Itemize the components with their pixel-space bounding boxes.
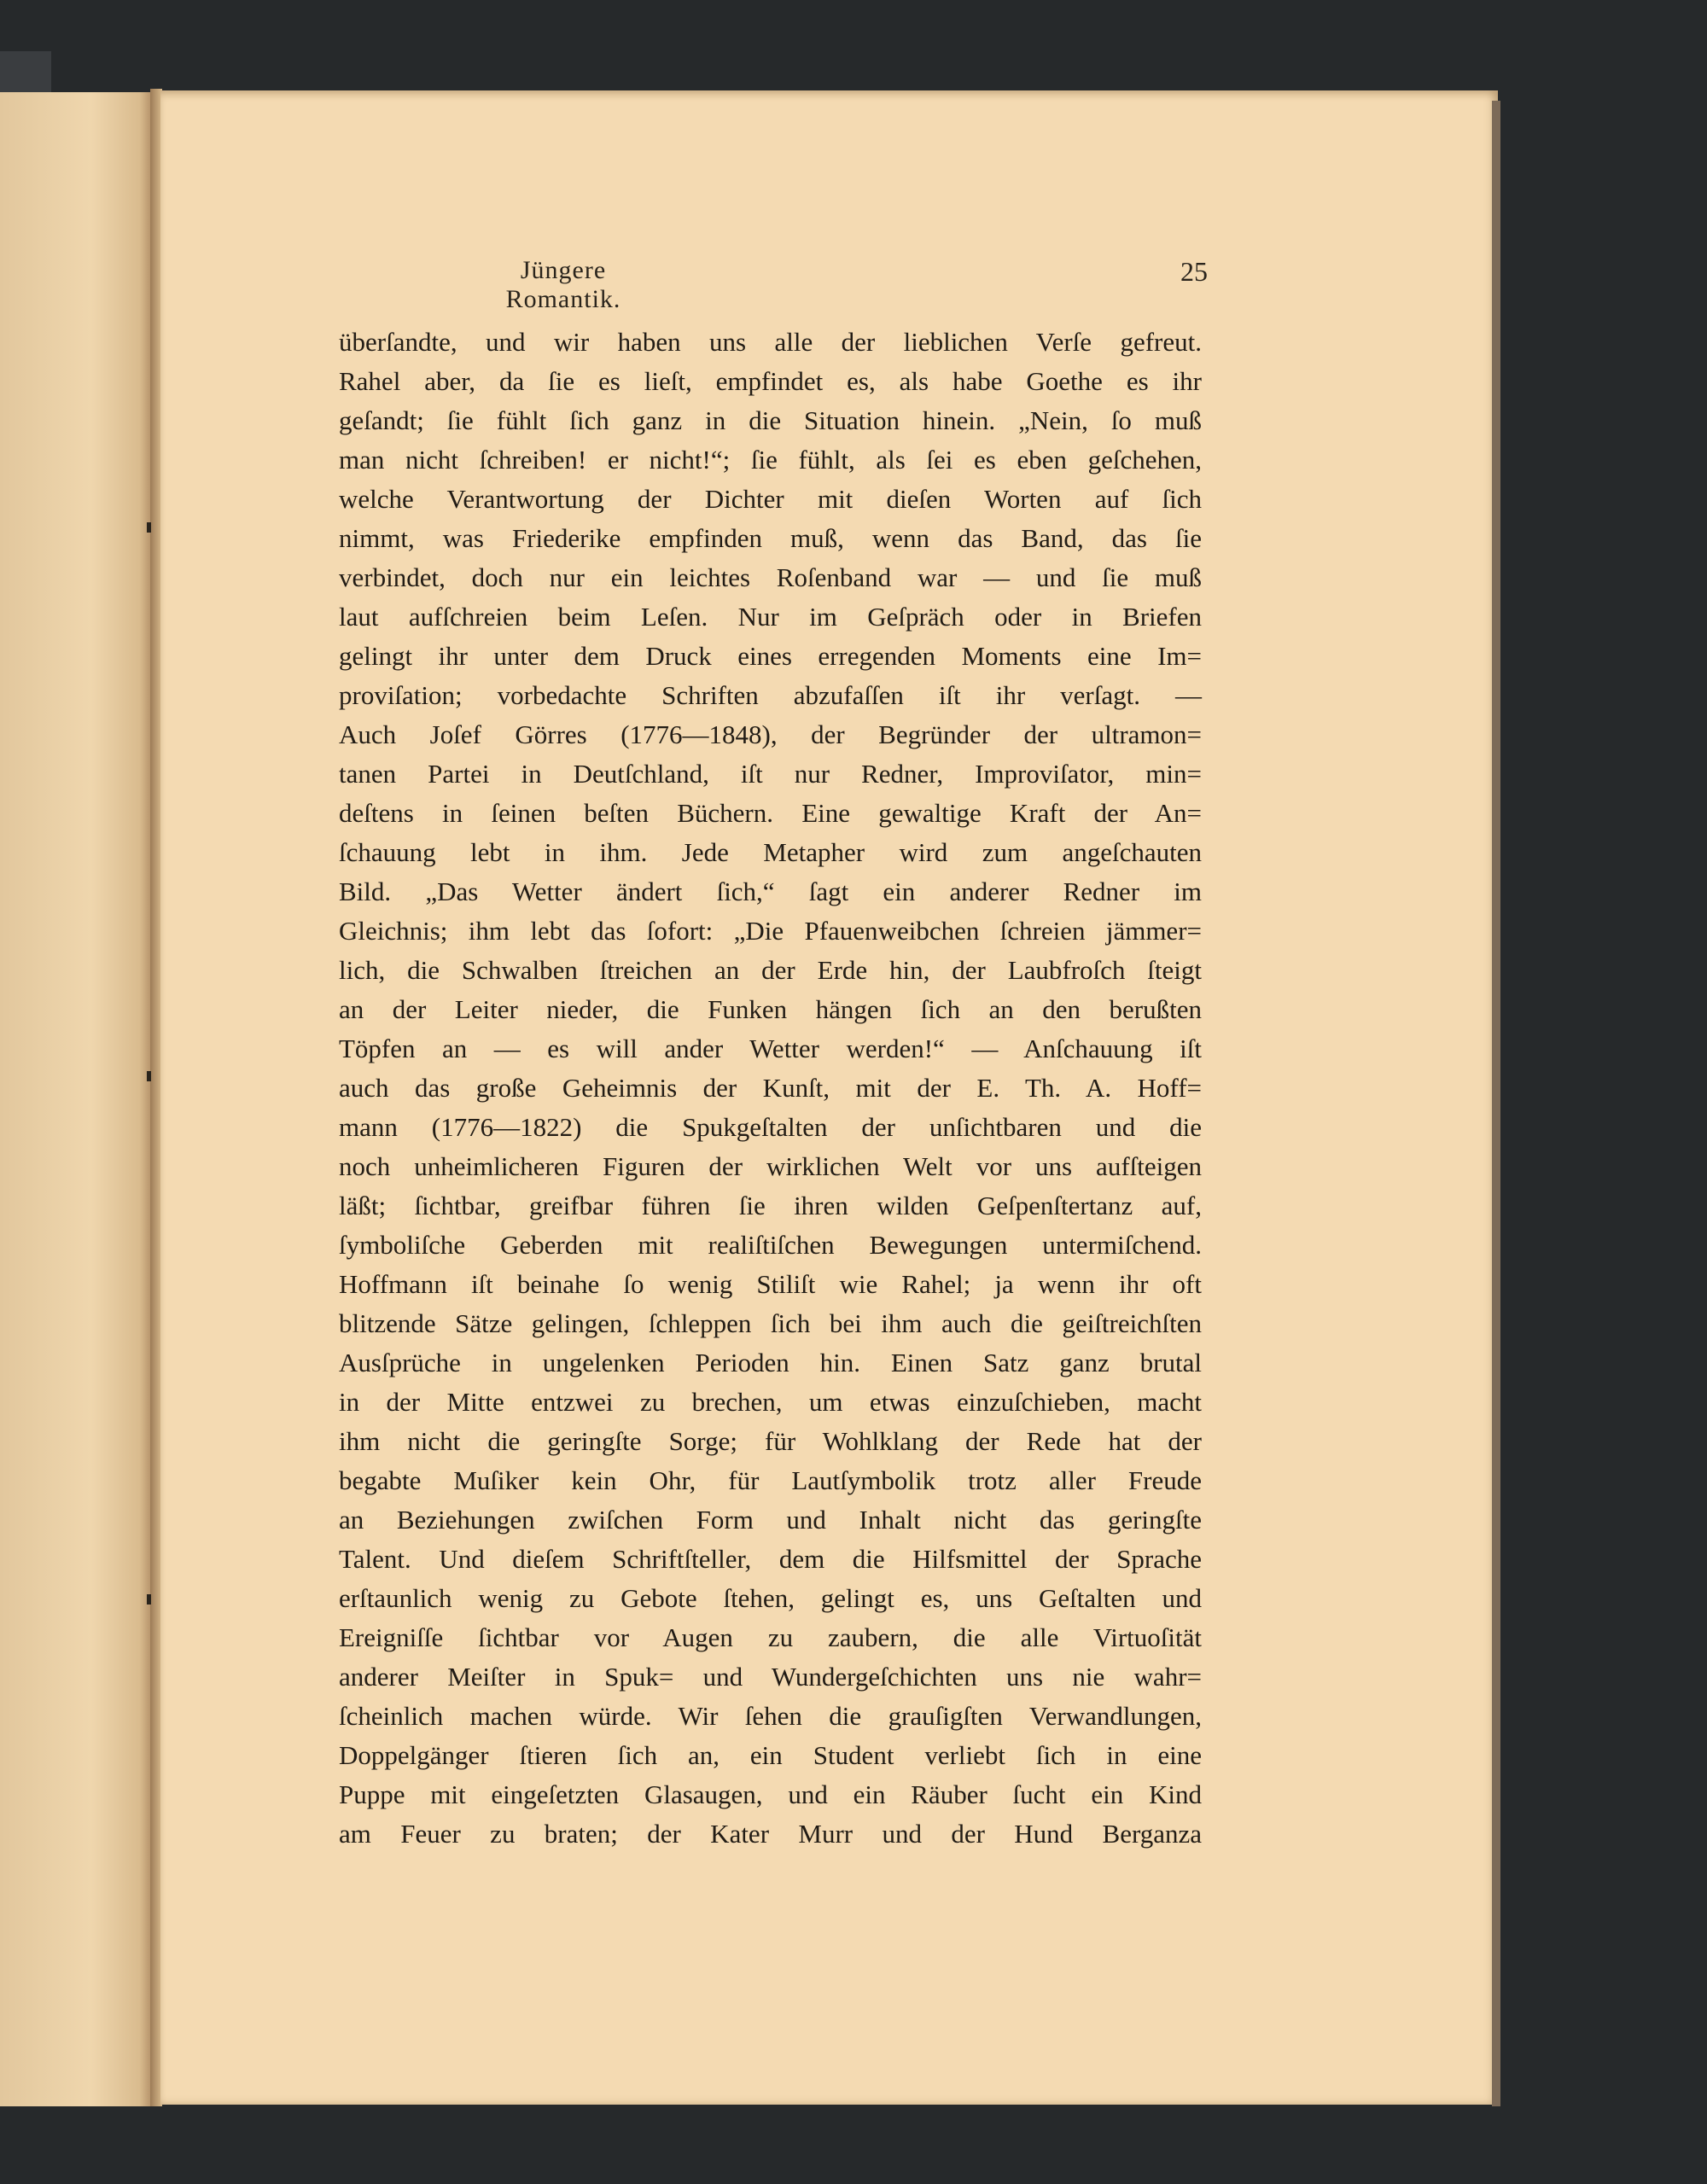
text-line: verbindet, doch nur ein leichtes Roſenband war — und ſie muß xyxy=(339,562,1202,592)
text-line: an der Leiter nieder, die Funken hängen ſich an den berußten xyxy=(339,994,1202,1024)
text-line: man nicht ſchreiben! er nicht!“; ſie fühlt, als ſei es eben geſchehen, xyxy=(339,445,1202,475)
text-line: Rahel aber, da ſie es lieſt, empfindet es, als habe Goethe es ihr xyxy=(339,366,1202,396)
text-line: nimmt, was Friederike empfinden muß, wenn das Band, das ſie xyxy=(339,523,1202,553)
margin-mark xyxy=(147,1594,151,1605)
text-line: überſandte, und wir haben uns alle der lieblichen Verſe gefreut. xyxy=(339,327,1202,357)
text-line: anderer Meiſter in Spuk= und Wundergeſchichten uns nie wahr= xyxy=(339,1662,1202,1692)
book-cover-corner xyxy=(0,51,51,94)
text-line: ſchauung lebt in ihm. Jede Metapher wird zum angeſchauten xyxy=(339,837,1202,867)
text-line: Gleichnis; ihm lebt das ſofort: „Die Pfauenweibchen ſchreien jämmer= xyxy=(339,916,1202,946)
text-line: geſandt; ſie fühlt ſich ganz in die Situation hinein. „Nein, ſo muß xyxy=(339,405,1202,435)
text-line: am Feuer zu braten; der Kater Murr und der Hund Berganza xyxy=(339,1819,1202,1849)
text-line: erſtaunlich wenig zu Gebote ſtehen, gelingt es, uns Geſtalten und xyxy=(339,1583,1202,1613)
text-line: proviſation; vorbedachte Schriften abzufaſſen iſt ihr verſagt. — xyxy=(339,680,1202,710)
text-line: Talent. Und dieſem Schriftſteller, dem die Hilfsmittel der Sprache xyxy=(339,1544,1202,1574)
text-line: läßt; ſichtbar, greifbar führen ſie ihren wilden Geſpenſtertanz auf, xyxy=(339,1191,1202,1220)
text-line: Bild. „Das Wetter ändert ſich,“ ſagt ein anderer Redner im xyxy=(339,877,1202,906)
text-line: welche Verantwortung der Dichter mit dieſen Worten auf ſich xyxy=(339,484,1202,514)
text-line: begabte Muſiker kein Ohr, für Lautſymbolik trotz aller Freude xyxy=(339,1465,1202,1495)
text-line: Hoffmann iſt beinahe ſo wenig Stiliſt wie Rahel; ja wenn ihr oft xyxy=(339,1269,1202,1299)
text-line: gelingt ihr unter dem Druck eines erregenden Moments eine Im= xyxy=(339,641,1202,671)
page-number: 25 xyxy=(1180,256,1208,287)
page-edge xyxy=(1492,101,1500,2106)
left-page xyxy=(0,92,152,2106)
text-line: auch das große Geheimnis der Kunſt, mit der E. Th. A. Hoff= xyxy=(339,1073,1202,1103)
margin-mark xyxy=(147,1071,151,1081)
text-line: deſtens in ſeinen beſten Büchern. Eine gewaltige Kraft der An= xyxy=(339,798,1202,828)
text-line: laut aufſchreien beim Leſen. Nur im Geſpräch oder in Briefen xyxy=(339,602,1202,632)
text-line: an Beziehungen zwiſchen Form und Inhalt nicht das geringſte xyxy=(339,1505,1202,1535)
text-line: ſcheinlich machen würde. Wir ſehen die grauſigſten Verwandlungen, xyxy=(339,1701,1202,1731)
text-line: noch unheimlicheren Figuren der wirklichen Welt vor uns aufſteigen xyxy=(339,1151,1202,1181)
text-line: Ausſprüche in ungelenken Perioden hin. Einen Satz ganz brutal xyxy=(339,1348,1202,1377)
text-line: ihm nicht die geringſte Sorge; für Wohlklang der Rede hat der xyxy=(339,1426,1202,1456)
text-line: mann (1776—1822) die Spukgeſtalten der unſichtbaren und die xyxy=(339,1112,1202,1142)
text-line: tanen Partei in Deutſchland, iſt nur Redner, Improviſator, min= xyxy=(339,759,1202,789)
text-line: Ereigniſſe ſichtbar vor Augen zu zaubern, die alle Virtuoſität xyxy=(339,1622,1202,1652)
text-line: in der Mitte entzwei zu brechen, um etwas einzuſchieben, macht xyxy=(339,1387,1202,1417)
text-line: blitzende Sätze gelingen, ſchleppen ſich bei ihm auch die geiſtreichſten xyxy=(339,1308,1202,1338)
text-line: Auch Joſef Görres (1776—1848), der Begründer der ultramon= xyxy=(339,719,1202,749)
body-text xyxy=(339,323,1202,1854)
running-head xyxy=(0,256,1707,313)
text-line: Puppe mit eingeſetzten Glasaugen, und ein Räuber ſucht ein Kind xyxy=(339,1779,1202,1809)
running-title: Jüngere Romantik. xyxy=(505,256,621,313)
text-line: Töpfen an — es will ander Wetter werden!“ — Anſchauung iſt xyxy=(339,1034,1202,1063)
margin-mark xyxy=(147,522,151,533)
text-line: lich, die Schwalben ſtreichen an der Erde hin, der Laubfroſch ſteigt xyxy=(339,955,1202,985)
text-line: Doppelgänger ſtieren ſich an, ein Student verliebt ſich in eine xyxy=(339,1740,1202,1770)
text-line: ſymboliſche Geberden mit realiſtiſchen Bewegungen untermiſchend. xyxy=(339,1230,1202,1260)
